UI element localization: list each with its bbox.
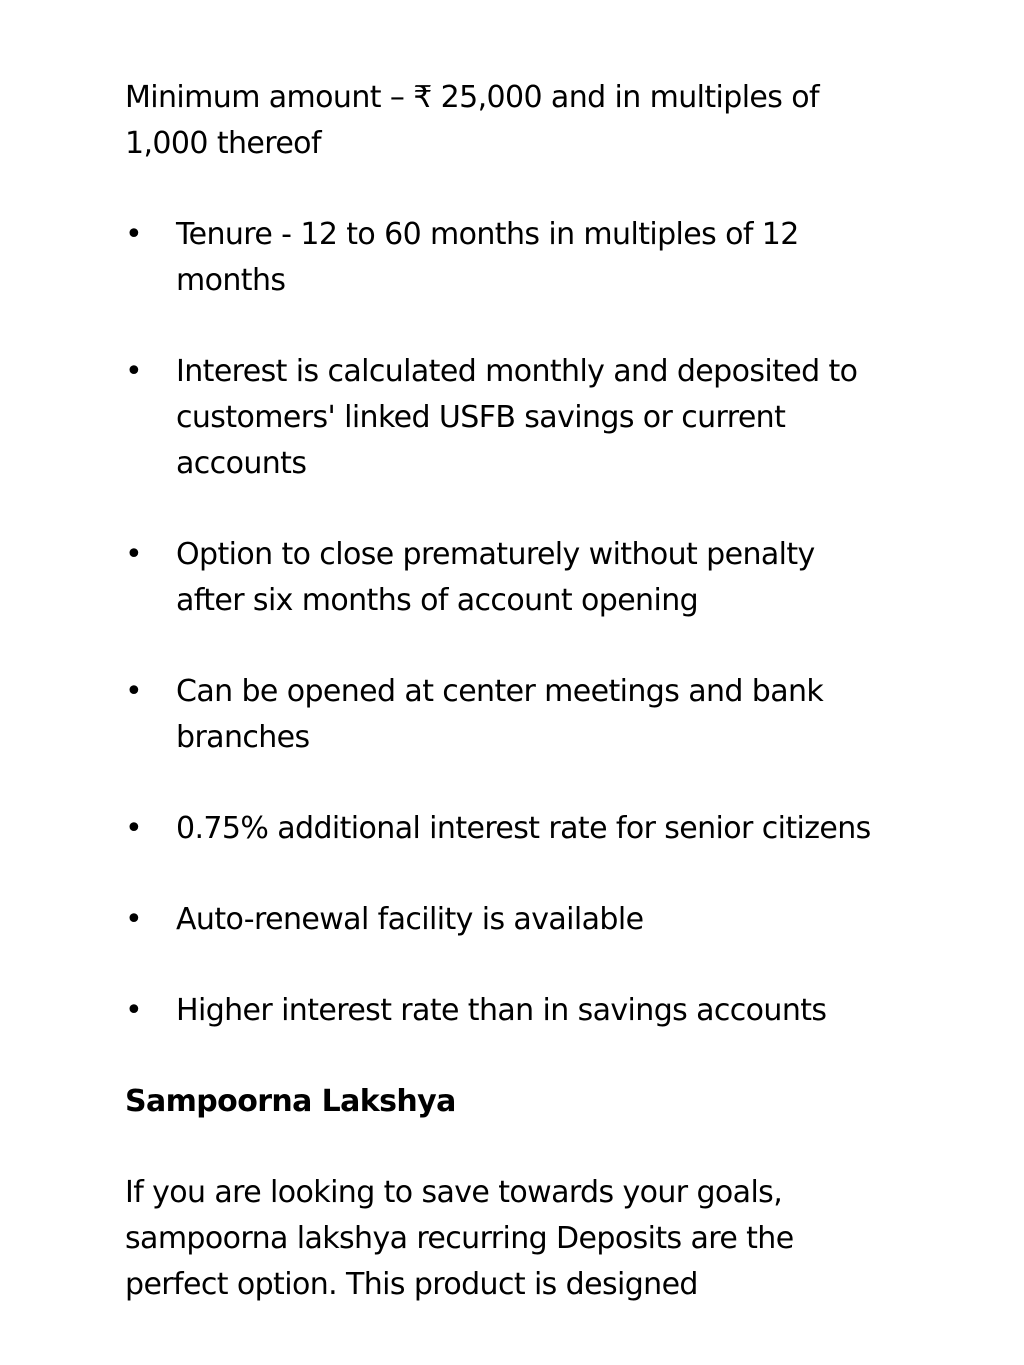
list-item-text: Auto-renewal facility is available <box>176 902 644 937</box>
list-item <box>125 349 885 487</box>
bullet-icon: • <box>125 811 143 846</box>
list-item <box>125 669 885 761</box>
document-page <box>125 75 885 1308</box>
list-item-text: Option to close prematurely without penalty after six months of account opening <box>176 537 815 618</box>
bullet-icon: • <box>125 217 143 252</box>
list-item-text: 0.75% additional interest rate for senior citizens <box>176 811 871 846</box>
bullet-icon: • <box>125 354 143 389</box>
bullet-icon: • <box>125 674 143 709</box>
closing-paragraph: If you are looking to save towards your goals, sampoorna lakshya recurring Deposits are the perfect option. This product is designed <box>125 1175 794 1302</box>
bullet-icon: • <box>125 902 143 937</box>
list-item-text: Can be opened at center meetings and bank branches <box>176 674 824 755</box>
section-heading: Sampoorna Lakshya <box>125 1084 456 1119</box>
list-item <box>125 532 885 624</box>
bullet-icon: • <box>125 537 143 572</box>
list-item-text: Tenure - 12 to 60 months in multiples of 12 months <box>176 217 799 298</box>
list-item-text: Higher interest rate than in savings accounts <box>176 993 827 1028</box>
list-item-text: Interest is calculated monthly and deposited to customers' linked USFB savings or current accounts <box>176 354 858 481</box>
intro-paragraph: Minimum amount – ₹ 25,000 and in multiples of 1,000 thereof <box>125 80 819 161</box>
bullet-icon: • <box>125 993 143 1028</box>
list-item <box>125 988 885 1034</box>
list-item <box>125 897 885 943</box>
feature-list <box>125 212 885 1034</box>
list-item <box>125 806 885 852</box>
list-item <box>125 212 885 304</box>
